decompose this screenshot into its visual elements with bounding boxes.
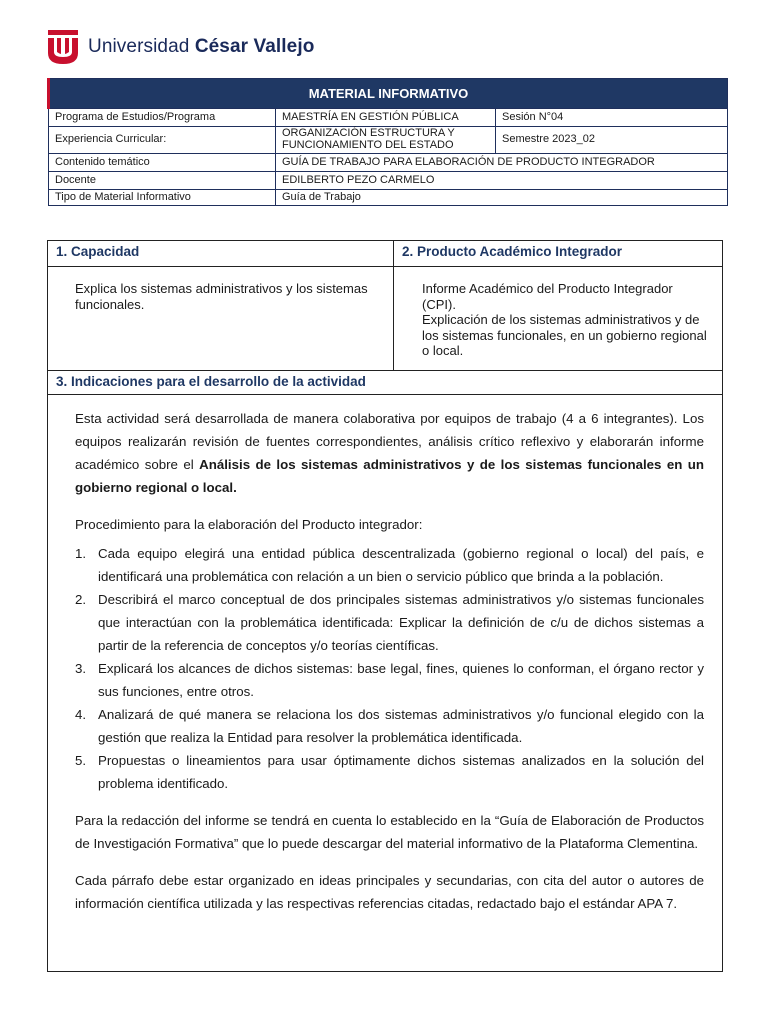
info-label: Programa de Estudios/Programa — [49, 109, 276, 127]
capacidad-title: 1. Capacidad — [56, 244, 140, 259]
redaccion-paragraph: Para la redacción del informe se tendrá en cuenta lo establecido en la “Guía de Elaboración de Productos de Investigación Formativa” que lo puede descargar del material informativo de la Plataforma Clementina. — [75, 813, 704, 851]
list-item: 3. Explicará los alcances de dichos sistemas: base legal, fines, quienes lo conforman, el órgano rector y sus funciones, entre otros. — [75, 661, 704, 699]
producto-text: Informe Académico del Producto Integrador (CPI). — [422, 281, 673, 312]
list-item: 1. Cada equipo elegirá una entidad pública descentralizada (gobierno regional o local) del país, e identificará una problemática con relación a un bien o servicio público que brinda a la población. — [75, 546, 704, 584]
info-value: GUÍA DE TRABAJO PARA ELABORACIÓN DE PRODUCTO INTEGRADOR — [276, 154, 728, 172]
info-label: Contenido temático — [49, 154, 276, 172]
info-title: MATERIAL INFORMATIVO — [49, 79, 728, 109]
indicaciones-title: 3. Indicaciones para el desarrollo de la actividad — [56, 374, 366, 389]
capacidad-header — [48, 241, 394, 267]
info-label: Experiencia Curricular: — [49, 127, 276, 154]
producto-text-2: Explicación de los sistemas administrativos y de los sistemas funcionales, en un gobierno regional o local. — [422, 312, 707, 359]
info-value: EDILBERTO PEZO CARMELO — [276, 172, 728, 190]
steps-list — [75, 542, 704, 795]
parrafo-paragraph: Cada párrafo debe estar organizado en ideas principales y secundarias, con cita del autor o autores de información científica utilizada y las respectivas referencias citadas, redactado bajo el estándar APA 7. — [75, 873, 704, 911]
capacidad-text: Explica los sistemas administrativos y los sistemas funcionales. — [48, 267, 394, 371]
indicaciones-header — [48, 371, 722, 395]
info-row — [49, 190, 728, 206]
info-value: Guía de Trabajo — [276, 190, 728, 206]
indicaciones-body — [48, 395, 722, 915]
university-name: Universidad César Vallejo — [88, 36, 315, 57]
info-row — [49, 109, 728, 127]
info-table — [47, 78, 728, 206]
list-item: 4. Analizará de qué manera se relaciona los dos sistemas administrativos y/o funcional elegido con la gestión que realiza la Entidad para resolver la problemática identificada. — [75, 707, 704, 745]
ucv-logo-icon — [48, 30, 78, 64]
info-label: Docente — [49, 172, 276, 190]
producto-header — [394, 241, 722, 267]
info-extra: Sesión N°04 — [496, 109, 728, 127]
producto-body — [394, 267, 722, 371]
producto-title: 2. Producto Académico Integrador — [402, 244, 623, 259]
list-item: 2. Describirá el marco conceptual de dos principales sistemas administrativos y/o sistemas funcionales que interactúan con la problemática identificada: Explicar la definición de c/u de dichos sistemas a partir de la referencia de conceptos y/o teorías científicas. — [75, 592, 704, 653]
university-logo — [48, 30, 314, 64]
activity-table — [47, 240, 723, 972]
procedimiento-label: Procedimiento para la elaboración del Producto integrador: — [75, 517, 423, 532]
info-label: Tipo de Material Informativo — [49, 190, 276, 206]
info-title-row — [49, 79, 728, 109]
info-row — [49, 127, 728, 154]
info-value: ORGANIZACIÓN ESTRUCTURA Y FUNCIONAMIENTO DEL ESTADO — [276, 127, 496, 154]
info-value: MAESTRÍA EN GESTIÓN PÚBLICA — [276, 109, 496, 127]
list-item: 5. Propuestas o lineamientos para usar óptimamente dichos sistemas analizados en la solución del problema identificado. — [75, 753, 704, 791]
info-row — [49, 172, 728, 190]
info-extra: Semestre 2023_02 — [496, 127, 728, 154]
intro-paragraph: Esta actividad será desarrollada de manera colaborativa por equipos de trabajo (4 a 6 integrantes). Los equipos realizarán revisión de fuentes correspondientes, análisis crítico reflexivo y elaborarán informe académico sobre el Análisis de los sistemas administrativos y de los sistemas funcionales en un gobierno regional o local. — [75, 411, 704, 495]
info-row — [49, 154, 728, 172]
